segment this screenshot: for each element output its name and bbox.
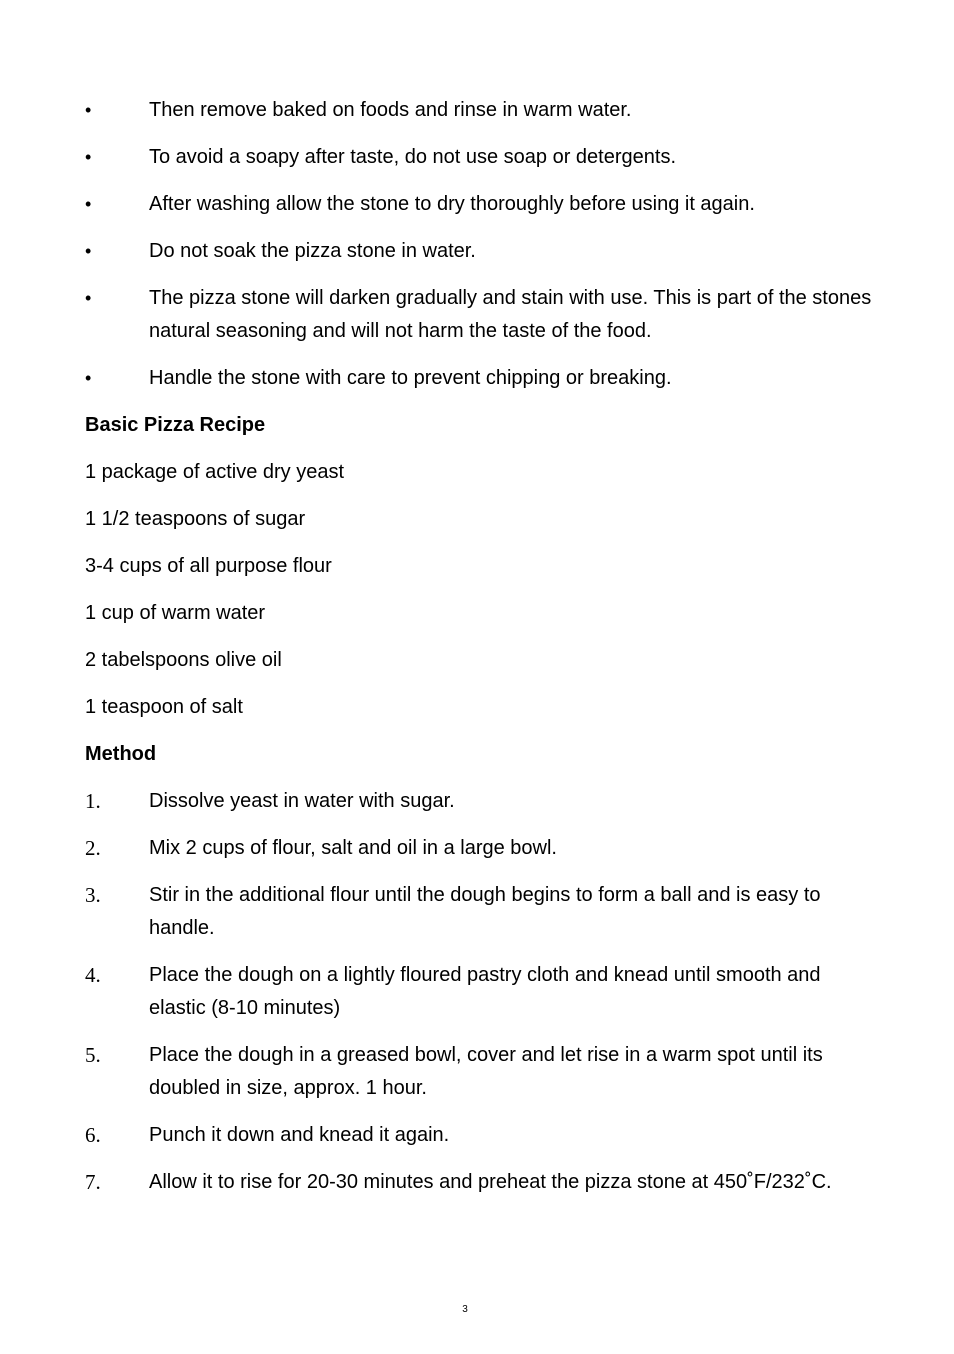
step-text: Place the dough on a lightly floured pastry cloth and knead until smooth and elastic (8-10 minutes) <box>149 964 821 1019</box>
step-text: Mix 2 cups of flour, salt and oil in a large bowl. <box>149 837 557 859</box>
ingredient-item: 2 tabelspoons olive oil <box>85 649 282 671</box>
care-bullet-list <box>85 94 875 395</box>
step-number: 5. <box>85 1043 101 1067</box>
bullet-icon: • <box>85 241 92 261</box>
ingredient-item: 1 package of active dry yeast <box>85 461 345 483</box>
step-text: Stir in the additional flour until the dough begins to form a ball and is easy to handle. <box>149 884 821 939</box>
ingredient-item: 1 teaspoon of salt <box>85 696 243 718</box>
step-text: Punch it down and knead it again. <box>149 1124 450 1146</box>
step-text: Place the dough in a greased bowl, cover and let rise in a warm spot until its doubled in size, approx. 1 hour. <box>149 1044 823 1099</box>
page-number: 3 <box>462 1304 468 1315</box>
step-number: 6. <box>85 1123 101 1147</box>
step-text: Dissolve yeast in water with sugar. <box>149 790 455 812</box>
care-bullet-text: After washing allow the stone to dry thoroughly before using it again. <box>149 193 755 215</box>
step-text: Allow it to rise for 20-30 minutes and preheat the pizza stone at 450˚F/232˚C. <box>149 1171 832 1193</box>
step-number: 7. <box>85 1170 101 1194</box>
method-step <box>85 959 875 1025</box>
method-step <box>85 879 875 945</box>
care-bullet-item <box>85 94 875 127</box>
method-heading: Method <box>85 743 157 765</box>
bullet-icon: • <box>85 147 92 167</box>
care-bullet-item <box>85 188 875 221</box>
step-number: 1. <box>85 789 101 813</box>
care-bullet-text: Do not soak the pizza stone in water. <box>149 240 476 262</box>
method-step <box>85 1039 875 1105</box>
care-bullet-item <box>85 235 875 268</box>
bullet-icon: • <box>85 100 92 120</box>
care-bullet-item <box>85 362 875 395</box>
care-bullet-text: Then remove baked on foods and rinse in warm water. <box>149 99 632 121</box>
ingredient-item: 1 1/2 teaspoons of sugar <box>85 508 306 530</box>
ingredient-item: 3-4 cups of all purpose flour <box>85 555 332 577</box>
step-number: 2. <box>85 836 101 860</box>
step-number: 4. <box>85 963 101 987</box>
method-step <box>85 1119 875 1152</box>
method-step <box>85 832 875 865</box>
bullet-icon: • <box>85 368 92 388</box>
method-step <box>85 785 875 818</box>
step-number: 3. <box>85 883 101 907</box>
care-bullet-text: Handle the stone with care to prevent chipping or breaking. <box>149 367 672 389</box>
method-step-list <box>85 785 875 1199</box>
ingredient-item: 1 cup of warm water <box>85 602 266 624</box>
page-content <box>85 94 875 1213</box>
ingredient-list <box>85 456 875 724</box>
care-bullet-text: The pizza stone will darken gradually and stain with use. This is part of the stones natural seasoning and will not harm the taste of the food. <box>149 287 872 342</box>
bullet-icon: • <box>85 288 92 308</box>
care-bullet-item <box>85 141 875 174</box>
recipe-heading: Basic Pizza Recipe <box>85 414 266 436</box>
care-bullet-text: To avoid a soapy after taste, do not use soap or detergents. <box>149 146 677 168</box>
method-step <box>85 1166 875 1199</box>
care-bullet-item <box>85 282 875 348</box>
bullet-icon: • <box>85 194 92 214</box>
